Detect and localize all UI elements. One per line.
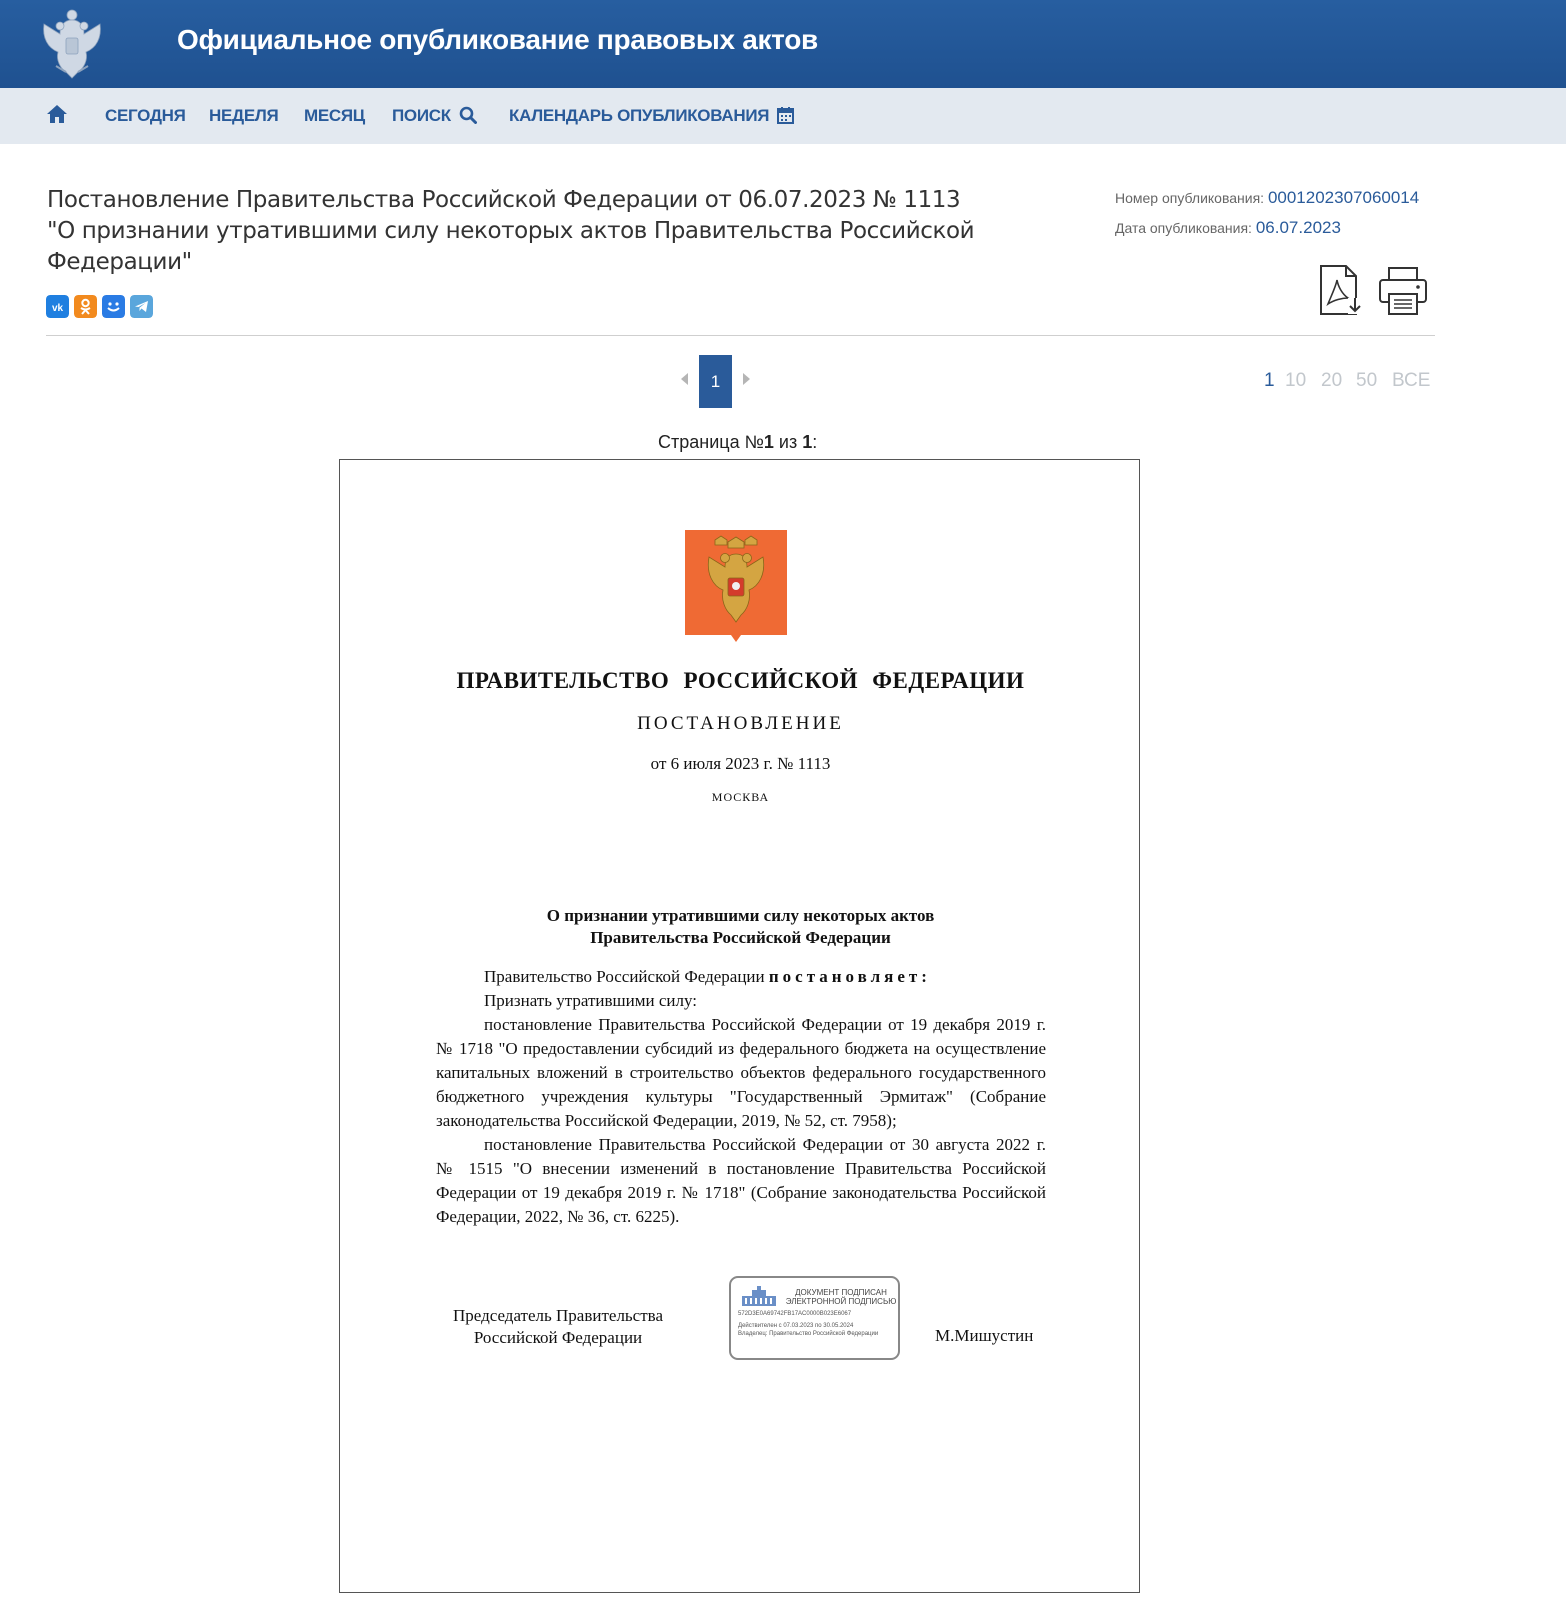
scan-signer-position-line1: Председатель Правительства [452, 1306, 664, 1325]
pager-next-arrow-icon[interactable] [743, 373, 750, 385]
nav-today[interactable]: СЕГОДНЯ [105, 106, 186, 125]
document-title-line2: "О признании утратившими силу некоторых актов Правительства Российской Федерации" [47, 218, 975, 275]
pdf-download-icon[interactable] [1318, 264, 1364, 316]
scan-subject-line2: Правительства Российской Федерации [590, 928, 891, 947]
home-icon[interactable] [46, 103, 68, 125]
scan-signer-position [438, 1305, 678, 1349]
scan-decree-date: от 6 июля 2023 г. № 1113 [650, 754, 831, 773]
print-icon[interactable] [1378, 266, 1428, 316]
scan-signer-name: М.Мишустин [935, 1326, 1034, 1345]
publication-number [1115, 188, 1419, 208]
svg-text:vk: vk [51, 303, 64, 314]
search-icon [459, 106, 477, 124]
scan-body [436, 965, 1046, 1229]
vk-icon[interactable] [46, 295, 69, 318]
stamp-title-line1: ДОКУМЕНТ ПОДПИСАН [795, 1288, 887, 1297]
scan-intro-line2: Признать утратившими силу: [484, 991, 697, 1010]
publication-number-label: Номер опубликования: [1115, 190, 1265, 206]
double-headed-eagle-logo-icon[interactable] [36, 6, 108, 82]
stamp-title [785, 1288, 897, 1306]
document-title-line1: Постановление Правительства Российской Федерации от 06.07.2023 № 1113 [47, 187, 961, 213]
scan-decree-word: ПОСТАНОВЛЕНИЕ [637, 713, 844, 734]
scan-paragraph-2: постановление Правительства Российской Федерации от 30 августа 2022 г. № 1515 "О внесении изменений в постановление Правительства Российской Федерации от 19 декабря 2019 г. № 1718" (Собрание законодательства Российской Федерации, 2022, № 36, ст. 6225). [436, 1135, 1046, 1226]
telegram-icon[interactable] [130, 295, 153, 318]
per-page-50[interactable]: 50 [1356, 370, 1378, 391]
building-icon [738, 1286, 780, 1308]
scan-paragraph-1: постановление Правительства Российской Федерации от 19 декабря 2019 г. № 1718 "О предоставлении субсидий из федерального бюджета на осуществление капитальных вложений в строительство объектов федерального государственного бюджетного учреждения культуры "Государственный Эрмитаж" (Собрание законодательства Российской Федерации, 2019, № 52, ст. 7958); [436, 1015, 1046, 1130]
nav-search[interactable]: ПОИСК [392, 106, 477, 126]
stamp-validity [738, 1322, 898, 1338]
stamp-title-line2: ЭЛЕКТРОННОЙ ПОДПИСЬЮ [785, 1297, 897, 1306]
per-page-10[interactable]: 10 [1285, 370, 1307, 391]
coat-of-arms-icon [685, 530, 787, 645]
scan-signer-position-line2: Российской Федерации [473, 1328, 643, 1347]
publication-date [1115, 218, 1341, 238]
calendar-icon [777, 106, 794, 124]
scan-subject [340, 905, 1141, 949]
odnoklassniki-icon[interactable] [74, 295, 97, 318]
publication-number-value: 0001202307060014 [1267, 188, 1420, 207]
document-page-scan [339, 459, 1140, 1593]
publication-date-value: 06.07.2023 [1255, 218, 1341, 237]
scan-intro: Правительство Российской Федерации постановляет: [484, 967, 931, 986]
scan-subject-line1: О признании утратившими силу некоторых актов [546, 906, 935, 925]
page-caption: Страница №1 из 1: [658, 432, 818, 452]
document-title [47, 185, 1097, 278]
per-page-all[interactable]: ВСЕ [1392, 370, 1431, 391]
per-page-1[interactable]: 1 [1264, 370, 1275, 391]
scan-city: МОСКВА [711, 790, 770, 804]
divider [46, 335, 1435, 336]
per-page-20[interactable]: 20 [1321, 370, 1343, 391]
stamp-owner: Владелец: Правительство Российской Федерации [738, 1331, 879, 1337]
moimir-icon[interactable] [102, 295, 125, 318]
main-nav [0, 88, 1566, 144]
nav-week[interactable]: НЕДЕЛЯ [209, 106, 279, 125]
pager-current-page[interactable]: 1 [699, 355, 732, 408]
nav-month[interactable]: МЕСЯЦ [304, 106, 365, 125]
scan-government-name: ПРАВИТЕЛЬСТВО РОССИЙСКОЙ ФЕДЕРАЦИИ [456, 668, 1025, 693]
publication-date-label: Дата опубликования: [1115, 220, 1252, 236]
pager-prev-arrow-icon[interactable] [681, 373, 688, 385]
stamp-serial: 572D3E0A69742FB17AC0000B023E6067 [738, 1311, 852, 1317]
site-header [0, 0, 1566, 88]
site-title[interactable]: Официальное опубликование правовых актов [177, 24, 818, 55]
nav-publication-calendar[interactable]: КАЛЕНДАРЬ ОПУБЛИКОВАНИЯ [509, 106, 794, 126]
stamp-valid-dates: Действителен с 07.03.2023 по 30.05.2024 [738, 1323, 854, 1329]
electronic-signature-stamp [729, 1276, 900, 1360]
